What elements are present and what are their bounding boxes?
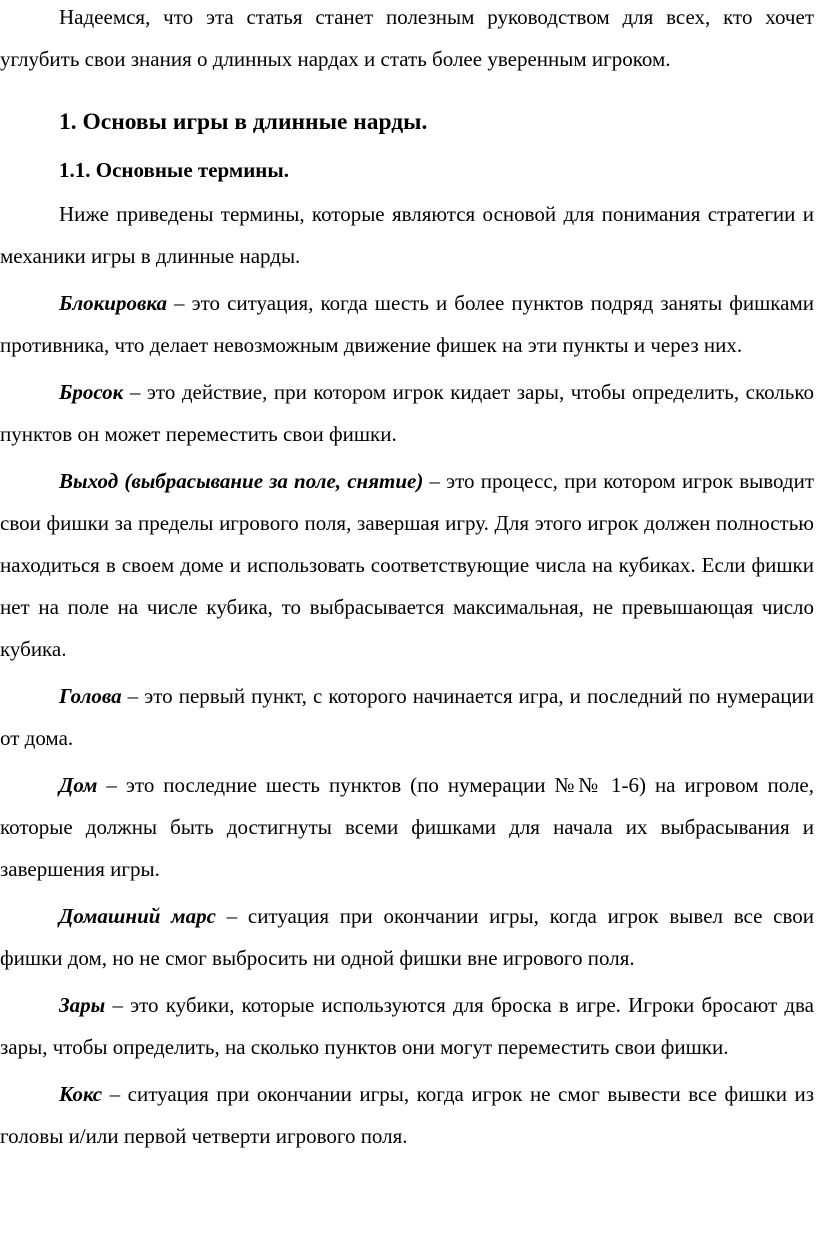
definition-term: Кокс <box>59 1082 103 1106</box>
definition-zary <box>0 984 814 1068</box>
definition-term: Голова <box>59 684 122 708</box>
definition-text: – это ситуация, когда шесть и более пунктов подряд заняты фишками противника, что делает невозможным движение фишек на эти пункты и через них. <box>0 291 814 357</box>
definition-text: – это кубики, которые используются для броска в игре. Игроки бросают два зары, чтобы определить, на сколько пунктов они могут переместить свои фишки. <box>0 993 814 1059</box>
definition-vykhod <box>0 460 814 670</box>
definition-term: Бросок <box>59 380 124 404</box>
intro-paragraph: Надеемся, что эта статья станет полезным руководством для всех, кто хочет углубить свои знания о длинных нардах и стать более уверенным игроком. <box>0 5 814 71</box>
definition-brosok <box>0 371 814 455</box>
definition-text: – это последние шесть пунктов (по нумерации №№ 1-6) на игровом поле, которые должны быть достигнуты всеми фишками для начала их выбрасывания и завершения игры. <box>0 773 814 881</box>
subsection-heading: 1.1. Основные термины. <box>59 158 290 182</box>
definition-term: Блокировка <box>59 291 167 315</box>
definition-text: – это первый пункт, с которого начинается игра, и последний по нумерации от дома. <box>0 684 814 750</box>
lead-paragraph: Ниже приведены термины, которые являются основой для понимания стратегии и механики игры в длинные нарды. <box>0 202 814 268</box>
definition-koks <box>0 1073 814 1157</box>
definition-golova <box>0 675 814 759</box>
definition-domashniy-mars <box>0 895 814 979</box>
definition-text: – это действие, при котором игрок кидает зары, чтобы определить, сколько пунктов он может переместить свои фишки. <box>0 380 814 446</box>
definition-term: Выход (выбрасывание за поле, снятие) <box>59 469 424 493</box>
definition-dom <box>0 764 814 890</box>
definition-blokirovka <box>0 282 814 366</box>
definition-term: Зары <box>59 993 106 1017</box>
section-heading: 1. Основы игры в длинные нарды. <box>59 109 428 135</box>
definition-term: Домашний марс <box>59 904 216 928</box>
definition-text: – ситуация при окончании игры, когда игрок не смог вывести все фишки из головы и/или первой четверти игрового поля. <box>0 1082 814 1148</box>
definition-text: – ситуация при окончании игры, когда игрок вывел все свои фишки дом, но не смог выбросить ни одной фишки вне игрового поля. <box>0 904 814 970</box>
definition-term: Дом <box>59 773 98 797</box>
definition-text: – это процесс, при котором игрок выводит свои фишки за пределы игрового поля, завершая игру. Для этого игрок должен полностью находиться в своем доме и использовать соответствующие числа на кубиках. Если фишки нет на поле на числе кубика, то выбрасывается максимальная, не превышающая число кубика. <box>0 469 814 661</box>
